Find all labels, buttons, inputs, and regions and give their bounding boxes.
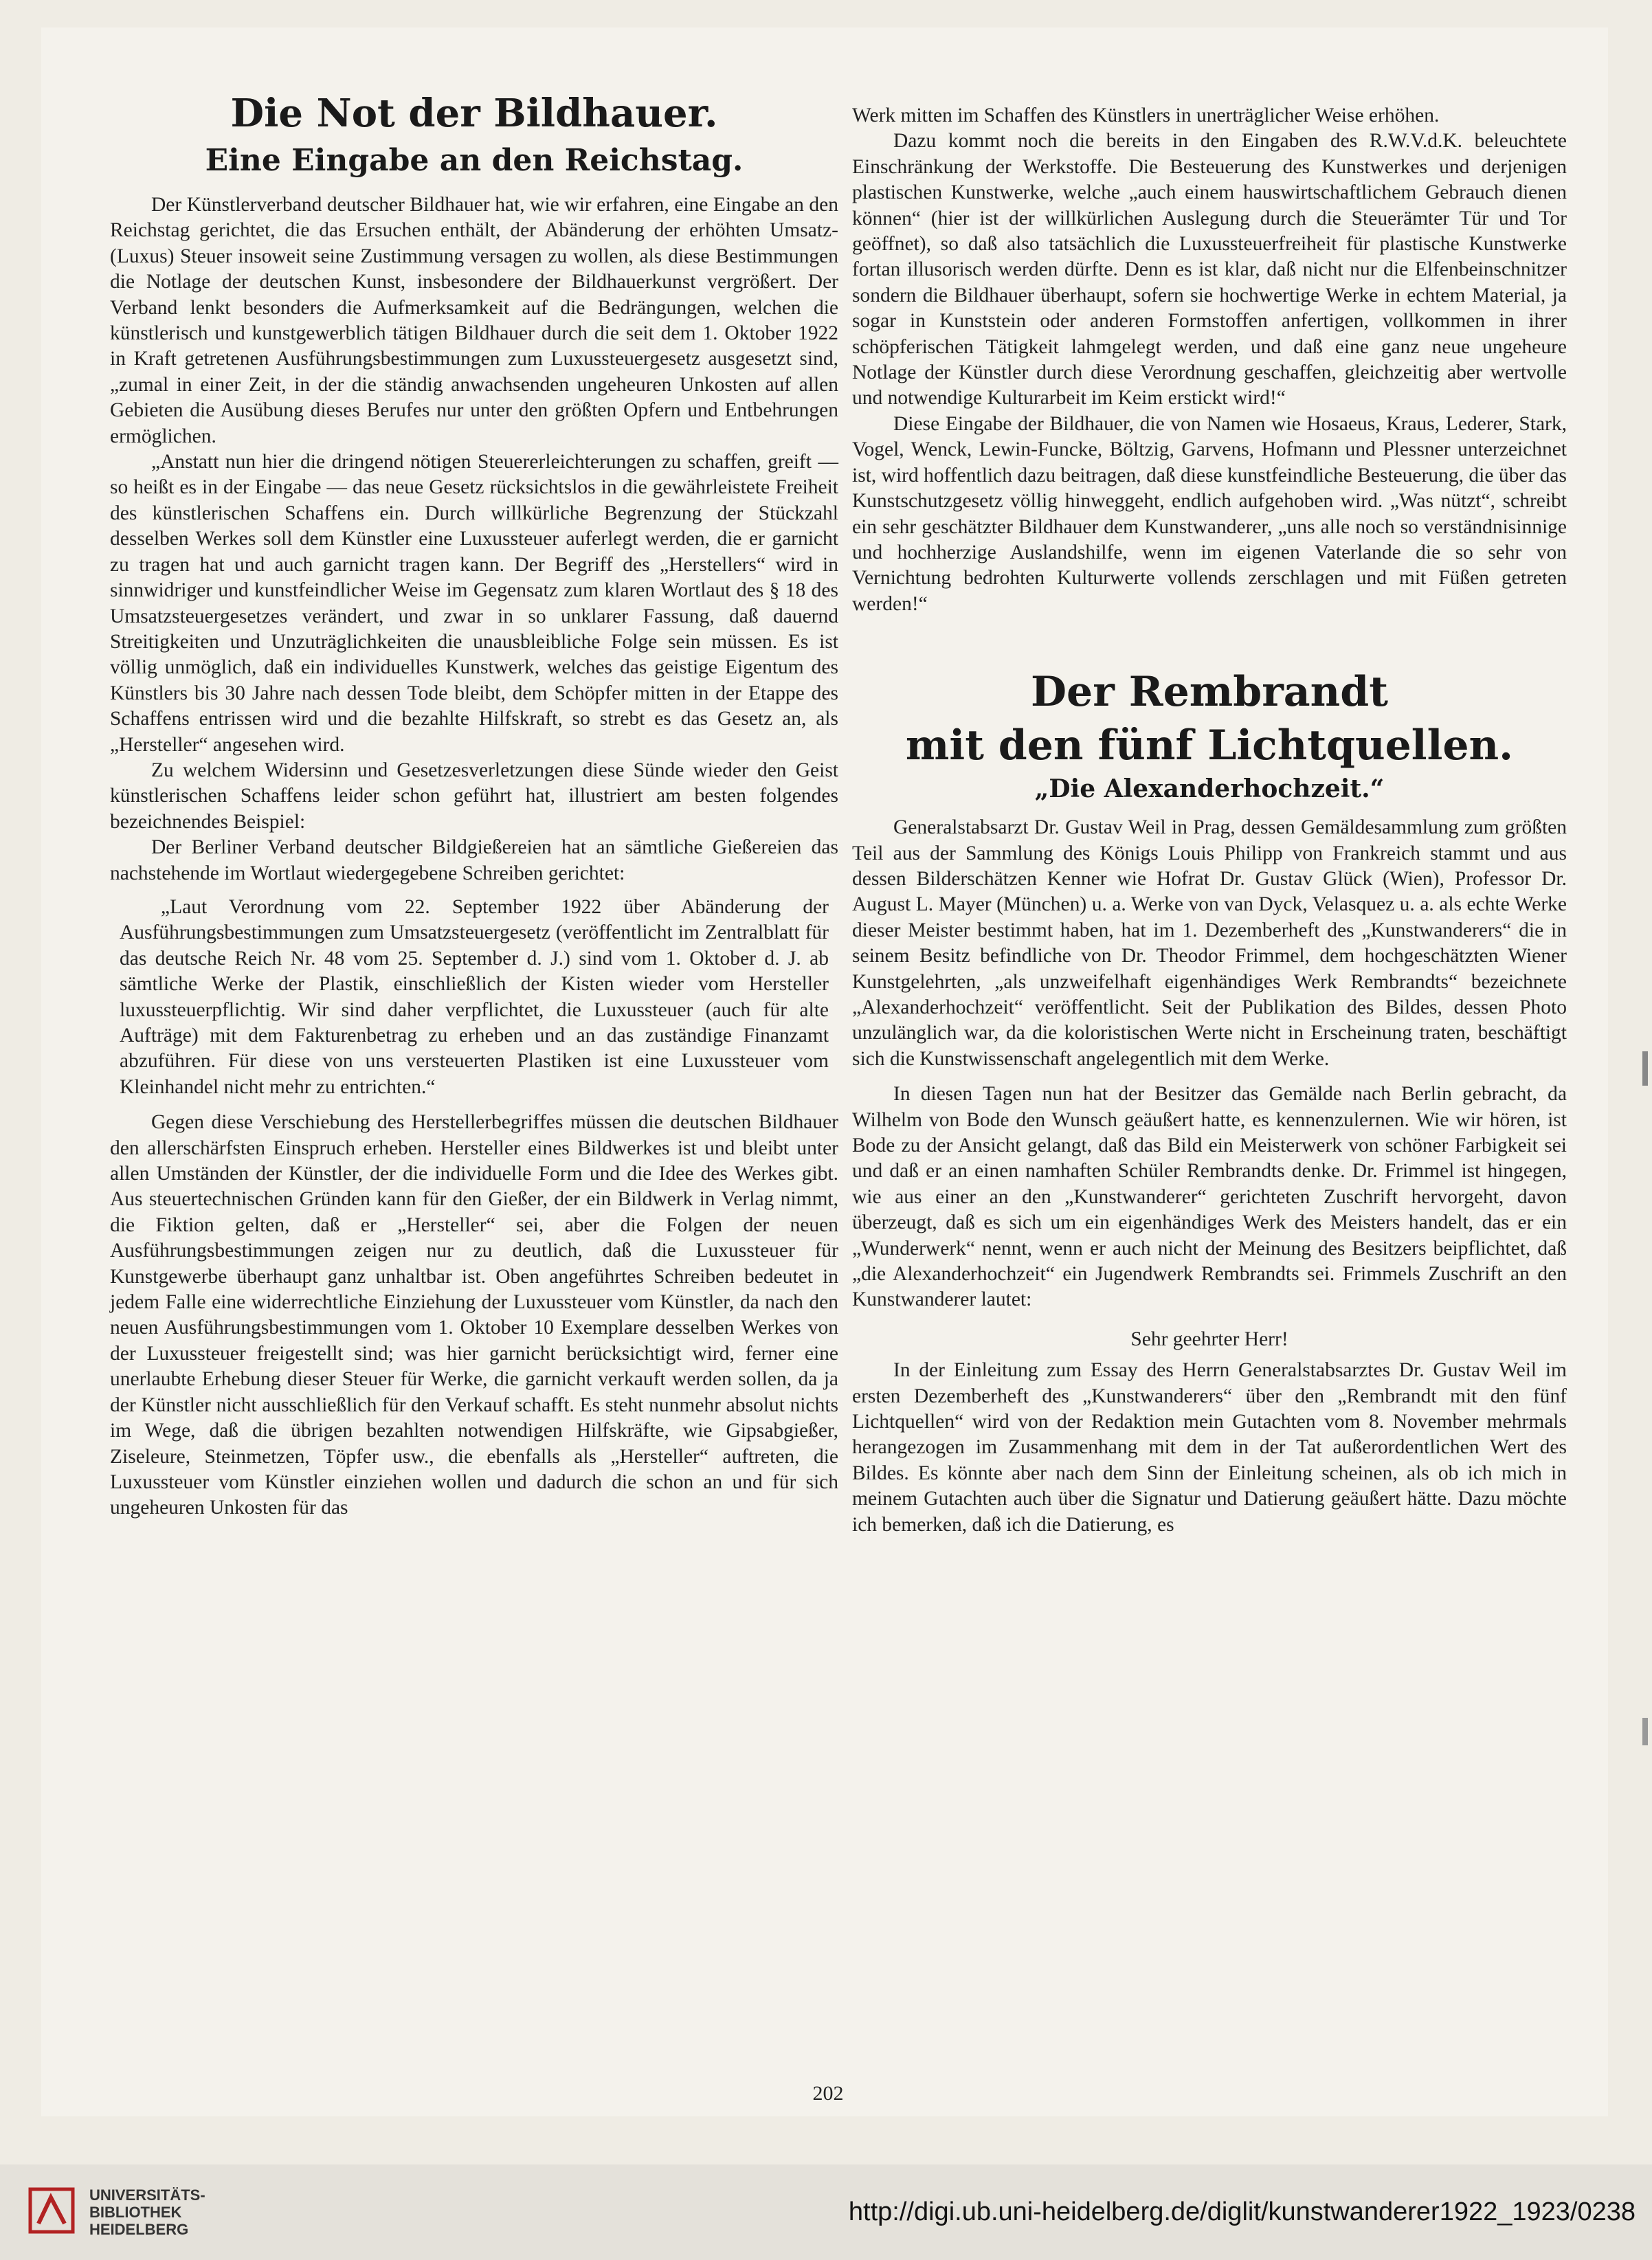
article2-paragraph: In diesen Tagen nun hat der Besitzer das Gemälde nach Berlin gebracht, da Wilhelm von Bode den Wunsch geäußert hatte, es kennenzulernen. Wie wir hören, ist Bode zu der Ansicht gelangt, daß das Bild ein Meisterwerk von schöner Farbigkeit sei und daß er an einen namhaften Schüler Rembrandts denke. Dr. Frimmel ist hingegen, wie aus einer an den „Kunstwanderer“ gerichteten Zuschrift hervorgeht, davon überzeugt, daß es sich um ein eigenhändiges Werk des Meisters handelt, das er ein „Wunderwerk“ nennt, wenn er auch nicht der Meinung des Besitzers beipflichtet, daß „die Alexanderhochzeit“ ein Jugendwerk Rembrandts sei. Frimmels Zuschrift an den Kunstwanderer lautet: <box>852 1083 1567 1311</box>
article1-continued-paragraph: Diese Eingabe der Bildhauer, die von Namen wie Hosaeus, Kraus, Lederer, Stark, Vogel, Wenck, Lewin-Funcke, Böltzig, Garvens, Hofmann und Plessner unterzeichnet ist, wird hoffentlich dazu beitragen, daß diese kunstfeindliche Besteuerung, die über das Kunstschutzgesetz völlig hinweggeht, endlich aufgehoben wird. „Was nützt“, schreibt ein sehr geschätzter Bildhauer dem Kunstwanderer, „uns alle noch so verständnisinnige und hochherzige Auslandshilfe, wenn im eigenen Vaterlande die so sehr von Vernichtung bedrohten Kulturwerte vollends zerschlagen und mit Füßen getreten werden!“ <box>852 412 1567 615</box>
scan-edge-mark <box>1642 1051 1648 1086</box>
article1-paragraph: Der Künstlerverband deutscher Bildhauer hat, wie wir erfahren, eine Eingabe an den Reichstag gerichtet, die das Ersuchen enthält, der Abänderung der erhöhten Umsatz-(Luxus) Steuer insoweit seine Zustimmung versagen zu wollen, als diese Bestimmungen die Notlage der deutschen Kunst, insbesondere der Bildhauerkunst vergrößert. Der Verband lenkt besonders die Aufmerksamkeit auf die Bedrängungen, welchen die künstlerisch und kunstgewerblich tätigen Bildhauer durch die seit dem 1. Oktober 1922 in Kraft getretenen Ausführungsbestimmungen zum Luxussteuergesetz ausgesetzt sind, „zumal in einer Zeit, in der die ständig anwachsenden ungeheuren Unkosten auf allen Gebieten die Ausübung dieses Berufes nur unter den größten Opfern und Entbehrungen ermöglichen. <box>110 194 838 447</box>
article1-continued-paragraph: Dazu kommt noch die bereits in den Eingaben des R.W.V.d.K. beleuchtete Einschränkung der Werkstoffe. Die Besteuerung des Kunstwerkes und derjenigen plastischen Kunstwerke, welche „auch einem hauswirtschaftlichem Gebrauch dienen können“ (hier ist der willkürlichen Auslegung durch die Steuerämter Tür und Tor geöffnet), so daß also tatsächlich die Luxussteuerfreiheit für plastische Kunstwerke fortan illusorisch werden dürfte. Denn es ist klar, daß nicht nur die Elfenbeinschnitzer sondern die Bildhauer überhaupt, sofern sie hochwertige Werke in echtem Material, ja sogar in Kunststein oder anderen Formstoffen anfertigen, vollkommen in ihrer schöpferischen Tätigkeit lahmgelegt werden, und daß eine ganz neue ungeheure Notlage der Künstler durch diese Verordnung geschaffen, gleichzeitig aber wertvolle und notwendige Kulturarbeit im Keim erstickt wird!“ <box>852 130 1567 410</box>
article2-subtitle: „Die Alexanderhochzeit.“ <box>1034 774 1385 804</box>
article1-closing-paragraph: Gegen diese Verschiebung des Herstellerbegriffes müssen die deutschen Bildhauer den allerschärfsten Einspruch erheben. Hersteller eines Bildwerkes ist und bleibt unter allen Umständen der Künstler, der die individuelle Form und die Idee des Werkes gibt. Aus steuertechnischen Gründen kann für den Gießer, der ein Bildwerk in Verlag nimmt, die Fiktion gelten, daß er „Hersteller“ sei, aber die Folgen der neuen Ausführungsbestimmungen zeigen nur zu deutlich, daß die Luxussteuer für Kunstgewerbe überhaupt ganz unhaltbar ist. Oben angeführtes Schreiben bedeutet in jedem Falle eine widerrechtliche Einziehung der Luxussteuer vom Künstler, da nach den neuen Ausführungsbestimmungen vom 1. Oktober 10 Exemplare desselben Werkes von der Luxussteuer freigestellt sind; was hier garnicht berücksichtigt wird, ferner eine unerlaubte Erhebung dieser Steuer für Werke, die garnicht verkauft werden sollen, da ja der Künstler nicht ausschließlich für den Verkauf schafft. Es steht nunmehr absolut nichts im Wege, daß die übrigen bezahlten notwendigen Hilfskräfte, wie Gipsabgießer, Ziseleure, Steinmetzen, Töpfer usw., die ebenfalls als „Hersteller“ auftreten, die Luxussteuer vom Künstler einziehen wollen und dadurch die schon an und für sich ungeheuren Unkosten für das <box>110 1111 838 1519</box>
article1-title: Die Not der Bildhauer. <box>230 91 718 136</box>
page-number: 202 <box>812 2082 844 2105</box>
article1-continued-paragraph: Werk mitten im Schaffen des Künstlers in unerträglicher Weise erhöhen. <box>852 104 1440 126</box>
library-name <box>89 2186 205 2238</box>
article2-title-line1: Der Rembrandt <box>1031 668 1388 717</box>
article1-subtitle: Eine Eingabe an den Reichstag. <box>205 143 744 178</box>
left-column <box>110 89 838 1521</box>
article1-paragraph: Zu welchem Widersinn und Gesetzesverletzungen diese Sünde wieder den Geist künstlerischen Schaffens leider schon geführt hat, illustriert am besten folgendes bezeichnendes Beispiel: <box>110 759 838 833</box>
article1-paragraph: „Anstatt nun hier die dringend nötigen Steuererleichterungen zu schaffen, greift — so heißt es in der Eingabe — das neue Gesetz rücksichtslos in die gewährleistete Freiheit des künstlerischen Schaffens ein. Durch willkürliche Begrenzung der Stückzahl desselben Werkes soll dem Künstler eine Luxussteuer auferlegt werden, die er garnicht zu tragen hat und auch garnicht tragen kann. Der Begriff des „Herstellers“ wird in sinnwidriger und kunstfeindlicher Weise im Gegensatz zum klaren Wortlaut des § 18 des Umsatzsteuergesetzes verändert, und zwar in so unklarer Fassung, daß dauernd Streitigkeiten und Unzuträglichkeiten die unausbleibliche Folge sein müssen. Es ist völlig unmöglich, daß ein individuelles Kunstwerk, welches das geistige Eigentum des Künstlers bis 30 Jahre nach dessen Tode bleibt, dem Schöpfer mitten in der Etappe des Schaffens entrissen wird und die bezahlte Hilfskraft, so strebt es das Gesetz an, als „Hersteller“ angesehen wird. <box>110 451 838 756</box>
article1-paragraph: Der Berliner Verband deutscher Bildgießereien hat an sämtliche Gießereien das nachstehende im Wortlaut wiedergegebene Schreiben gerichtet: <box>110 836 838 884</box>
article2-title-line2: mit den fünf Lichtquellen. <box>905 721 1514 770</box>
article2-paragraph: Generalstabsarzt Dr. Gustav Weil in Prag, dessen Gemäldesammlung zum größten Teil aus der Sammlung des Königs Louis Philipp von Frankreich stammt und aus dessen Bilderschätzen Kenner wie Hofrat Dr. Gustav Glück (Wien), Professor Dr. August L. Mayer (München) u. a. Werke von van Dyck, Velasquez u. a. als echte Werke dieser Meister bestimmt haben, hat im 1. Dezemberheft des „Kunstwanderers“ die in seinem Besitz befindliche von Dr. Theodor Frimmel, dem hochgeschätzten Wiener Kunstgelehrten, „als unzweifelhaft eigenhändiges Werk Rembrandts“ bezeichnete „Alexanderhochzeit“ veröffentlicht. Seit der Publikation des Bildes, dessen Photo unzulänglich war, da die koloristischen Werte nicht in Erscheinung traten, beschäftigt sich die Kunstwissenschaft angelegentlich mit dem Werke. <box>852 816 1567 1070</box>
letter-body: In der Einleitung zum Essay des Herrn Generalstabsarztes Dr. Gustav Weil im ersten Dezemberheft des „Kunstwanderers“ über den „Rembrandt mit den fünf Lichtquellen“ wird von der Redaktion mein Gutachten vom 8. November mehrmals herangezogen im Zusammenhang mit dem in der Tat außerordentlichen Wert des Bildes. Es könnte aber nach dem Sinn der Einleitung scheinen, als ob ich mich in meinem Gutachten auch über die Signatur und Datierung geäußert hätte. Dazu möchte ich bemerken, daß ich die Datierung, es <box>852 1359 1567 1536</box>
library-name-line: HEIDELBERG <box>89 2221 189 2238</box>
source-url-link[interactable]: http://digi.ub.uni-heidelberg.de/diglit/kunstwanderer1922_1923/0238 <box>848 2197 1636 2226</box>
newspaper-page <box>41 27 1608 2116</box>
library-name-line: BIBLIOTHEK <box>89 2204 182 2221</box>
right-column <box>852 103 1567 1538</box>
article1-quoted-letter: „Laut Verordnung vom 22. September 1922 über Abänderung der Ausführungsbestimmungen zum Umsatzsteuergesetz (veröffentlicht im Zentralblatt für das deutsche Reich Nr. 48 vom 25. September d. J.) sind vom 1. Oktober d. J. ab sämtliche Werke der Plastik, einschließlich der Kisten wieder vom Hersteller luxussteuerpflichtig. Wir sind daher verpflichtet, die Luxussteuer (auch für alte Aufträge) mit dem Fakturenbetrag zu erheben und an das zuständige Finanzamt abzuführen. Für diese von uns versteuerten Plastiken ist eine Luxussteuer vom Kleinhandel nicht mehr zu entrichten.“ <box>120 895 829 1098</box>
library-logo-icon <box>27 2186 76 2235</box>
letter-greeting: Sehr geehrter Herr! <box>1130 1328 1288 1350</box>
scan-edge-mark <box>1642 1718 1648 1745</box>
library-name-line: UNIVERSITÄTS- <box>89 2186 205 2204</box>
